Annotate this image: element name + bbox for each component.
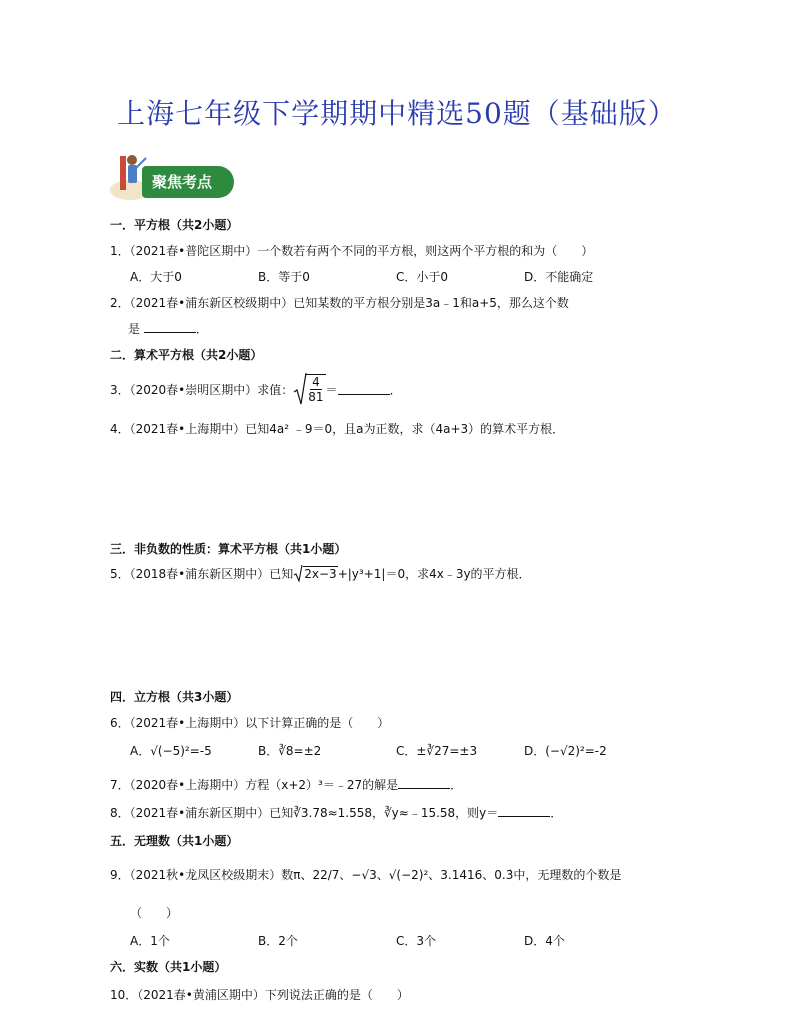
option-c: C．小于0	[396, 270, 449, 284]
section-heading: 六．实数（共1小题）	[110, 960, 227, 974]
option-c: C．±∛27=±3	[396, 744, 478, 758]
answer-blank	[498, 806, 550, 817]
section-heading: 二．算术平方根（共2小题）	[110, 348, 263, 362]
sqrt-sign-icon	[293, 564, 303, 582]
fraction-numerator: 4	[312, 375, 320, 389]
section-heading: 五．无理数（共1小题）	[110, 834, 239, 848]
answer-blank	[144, 322, 196, 333]
q2-end: ．	[195, 322, 208, 336]
q5-radicand: 2x−3	[304, 566, 337, 581]
option-b: B．2个	[258, 934, 298, 948]
answer-paren: （ ）	[130, 906, 179, 920]
sqrt-sign-icon	[293, 372, 307, 406]
section-heading: 四．立方根（共3小题）	[110, 690, 239, 704]
question-10: 10．（2021春•黄浦区期中）下列说法正确的是（ ）	[110, 988, 409, 1002]
q5-rest: +|y³+1|＝0，求4x﹣3y的平方根．	[337, 566, 531, 581]
option-b: B．∛8=±2	[258, 744, 322, 758]
q8-end: ．	[550, 806, 563, 820]
section-heading: 三．非负数的性质：算术平方根（共1小题）	[110, 542, 347, 556]
question-7	[110, 776, 462, 793]
option-d: D．不能确定	[524, 270, 594, 284]
q3-eq: ＝	[325, 382, 338, 397]
q3-end: ．	[389, 382, 402, 397]
section-heading: 一．平方根（共2小题）	[110, 218, 239, 232]
q2-word: 是	[128, 322, 141, 336]
option-a: A．1个	[130, 934, 170, 948]
question-4: 4．（2021春•上海期中）已知4a² ﹣9＝0，且a为正数，求（4a+3）的算术平方根．	[110, 422, 565, 436]
q3-prefix: 3．（2020春•崇明区期中）求值：	[110, 382, 294, 397]
q8-text: 8．（2021春•浦东新区期中）已知∛3.78≈1.558，∛y≈﹣15.58，则y＝	[110, 806, 499, 820]
question-5	[110, 564, 531, 582]
question-2: 2．（2021春•浦东新区校级期中）已知某数的平方根分别是3a﹣1和a+5，那么这个数	[110, 296, 569, 310]
option-d: D．(−√2)²=-2	[524, 744, 607, 758]
question-8	[110, 804, 562, 821]
option-a: A．√(−5)²=-5	[130, 744, 212, 758]
q7-text: 7．（2020春•上海期中）方程（x+2）³＝﹣27的解是	[110, 778, 399, 792]
question-2-cont	[128, 320, 208, 337]
q7-end: ．	[450, 778, 463, 792]
focus-badge-label: 聚焦考点	[142, 166, 234, 198]
question-9: 9．（2021秋•龙凤区校级期末）数π、22/7、−√3、√(−2)²、3.1416、0.3̇中，无理数的个数是	[110, 868, 622, 882]
question-3	[110, 372, 402, 406]
option-d: D．4个	[524, 934, 565, 948]
answer-blank	[338, 384, 390, 395]
option-b: B．等于0	[258, 270, 310, 284]
option-a: A．大于0	[130, 270, 182, 284]
fraction	[306, 374, 325, 404]
q5-prefix: 5．（2018春•浦东新区期中）已知	[110, 566, 294, 581]
answer-blank	[398, 778, 450, 789]
fraction-denominator: 81	[308, 390, 324, 404]
option-c: C．3个	[396, 934, 437, 948]
question-6: 6．（2021春•上海期中）以下计算正确的是（ ）	[110, 716, 390, 730]
page-title: 上海七年级下学期期中精选50题（基础版）	[117, 97, 677, 130]
question-1: 1．（2021春•普陀区期中）一个数若有两个不同的平方根，则这两个平方根的和为（ ）	[110, 244, 594, 258]
